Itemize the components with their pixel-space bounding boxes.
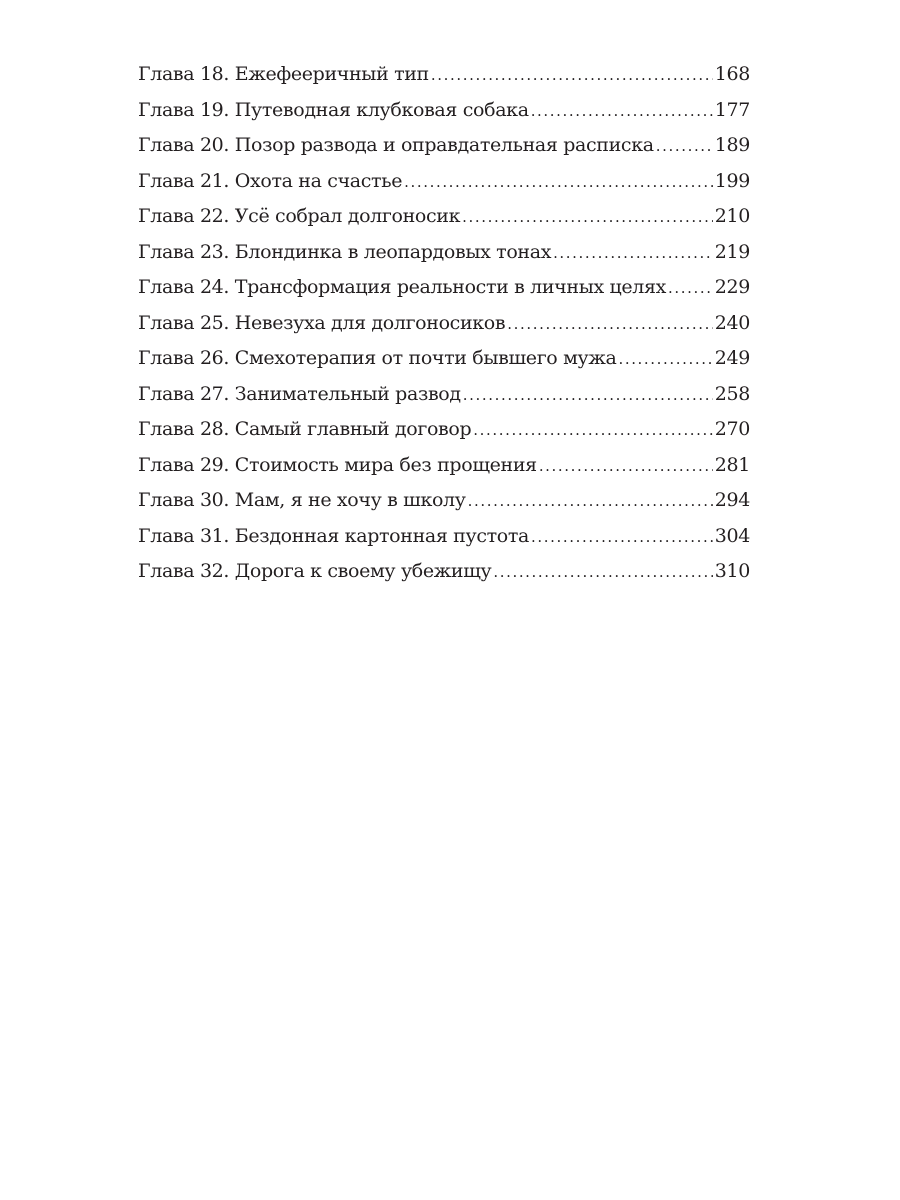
dot-leader — [531, 530, 713, 545]
page-number: 270 — [714, 418, 750, 440]
dot-leader — [656, 139, 713, 154]
toc-entry — [138, 560, 750, 596]
chapter-title: Глава 28. Самый главный договор — [138, 418, 472, 440]
chapter-title: Глава 26. Смехотерапия от почти бывшего мужа — [138, 347, 617, 369]
dot-leader — [468, 494, 713, 509]
page-number: 249 — [714, 347, 750, 369]
chapter-title: Глава 18. Ежефееричный тип — [138, 63, 429, 85]
toc-entry — [138, 241, 750, 277]
dot-leader — [404, 175, 713, 190]
dot-leader — [431, 68, 713, 83]
chapter-title: Глава 31. Бездонная картонная пустота — [138, 524, 530, 547]
page-number: 310 — [714, 560, 750, 582]
chapter-title: Глава 21. Охота на счастье — [138, 169, 403, 192]
page-number: 281 — [714, 453, 750, 476]
toc-entry — [138, 99, 750, 135]
toc-entry — [138, 170, 750, 206]
toc-entry — [138, 134, 750, 170]
dot-leader — [668, 281, 713, 296]
chapter-title: Глава 30. Мам, я не хочу в школу — [138, 489, 466, 511]
dot-leader — [618, 352, 712, 367]
chapter-title: Глава 32. Дорога к своему убежищу — [138, 560, 492, 582]
chapter-title: Глава 29. Стоимость мира без прощения — [138, 453, 537, 476]
dot-leader — [539, 459, 713, 474]
page-number: 210 — [714, 205, 750, 227]
chapter-title: Глава 23. Блондинка в леопардовых тонах — [138, 240, 552, 263]
page-number: 240 — [714, 311, 750, 334]
toc-entry — [138, 383, 750, 419]
page-number: 199 — [714, 169, 750, 192]
dot-leader — [493, 565, 712, 580]
dot-leader — [462, 210, 713, 225]
page-number: 219 — [714, 240, 750, 263]
dot-leader — [463, 388, 713, 403]
chapter-title: Глава 19. Путеводная клубковая собака — [138, 98, 529, 121]
dot-leader — [553, 246, 713, 261]
chapter-title: Глава 27. Занимательный развод — [138, 382, 461, 405]
page-number: 294 — [714, 489, 750, 511]
page-number: 189 — [714, 134, 750, 156]
table-of-contents — [138, 63, 750, 596]
toc-entry — [138, 276, 750, 312]
chapter-title: Глава 25. Невезуха для долгоносиков — [138, 311, 506, 334]
page-number: 258 — [714, 382, 750, 405]
dot-leader — [473, 423, 712, 438]
chapter-title: Глава 22. Усё собрал долгоносик — [138, 205, 461, 227]
toc-entry — [138, 312, 750, 348]
toc-entry — [138, 418, 750, 454]
chapter-title: Глава 24. Трансформация реальности в личных целях — [138, 276, 667, 298]
toc-entry — [138, 489, 750, 525]
page-number: 229 — [714, 276, 750, 298]
page-number: 177 — [714, 98, 750, 121]
dot-leader — [507, 317, 713, 332]
toc-entry — [138, 525, 750, 561]
toc-entry — [138, 63, 750, 99]
dot-leader — [531, 104, 713, 119]
toc-entry — [138, 347, 750, 383]
page-number: 304 — [714, 524, 750, 547]
toc-entry — [138, 205, 750, 241]
page-number: 168 — [714, 63, 750, 85]
chapter-title: Глава 20. Позор развода и оправдательная расписка — [138, 134, 654, 156]
toc-entry — [138, 454, 750, 490]
